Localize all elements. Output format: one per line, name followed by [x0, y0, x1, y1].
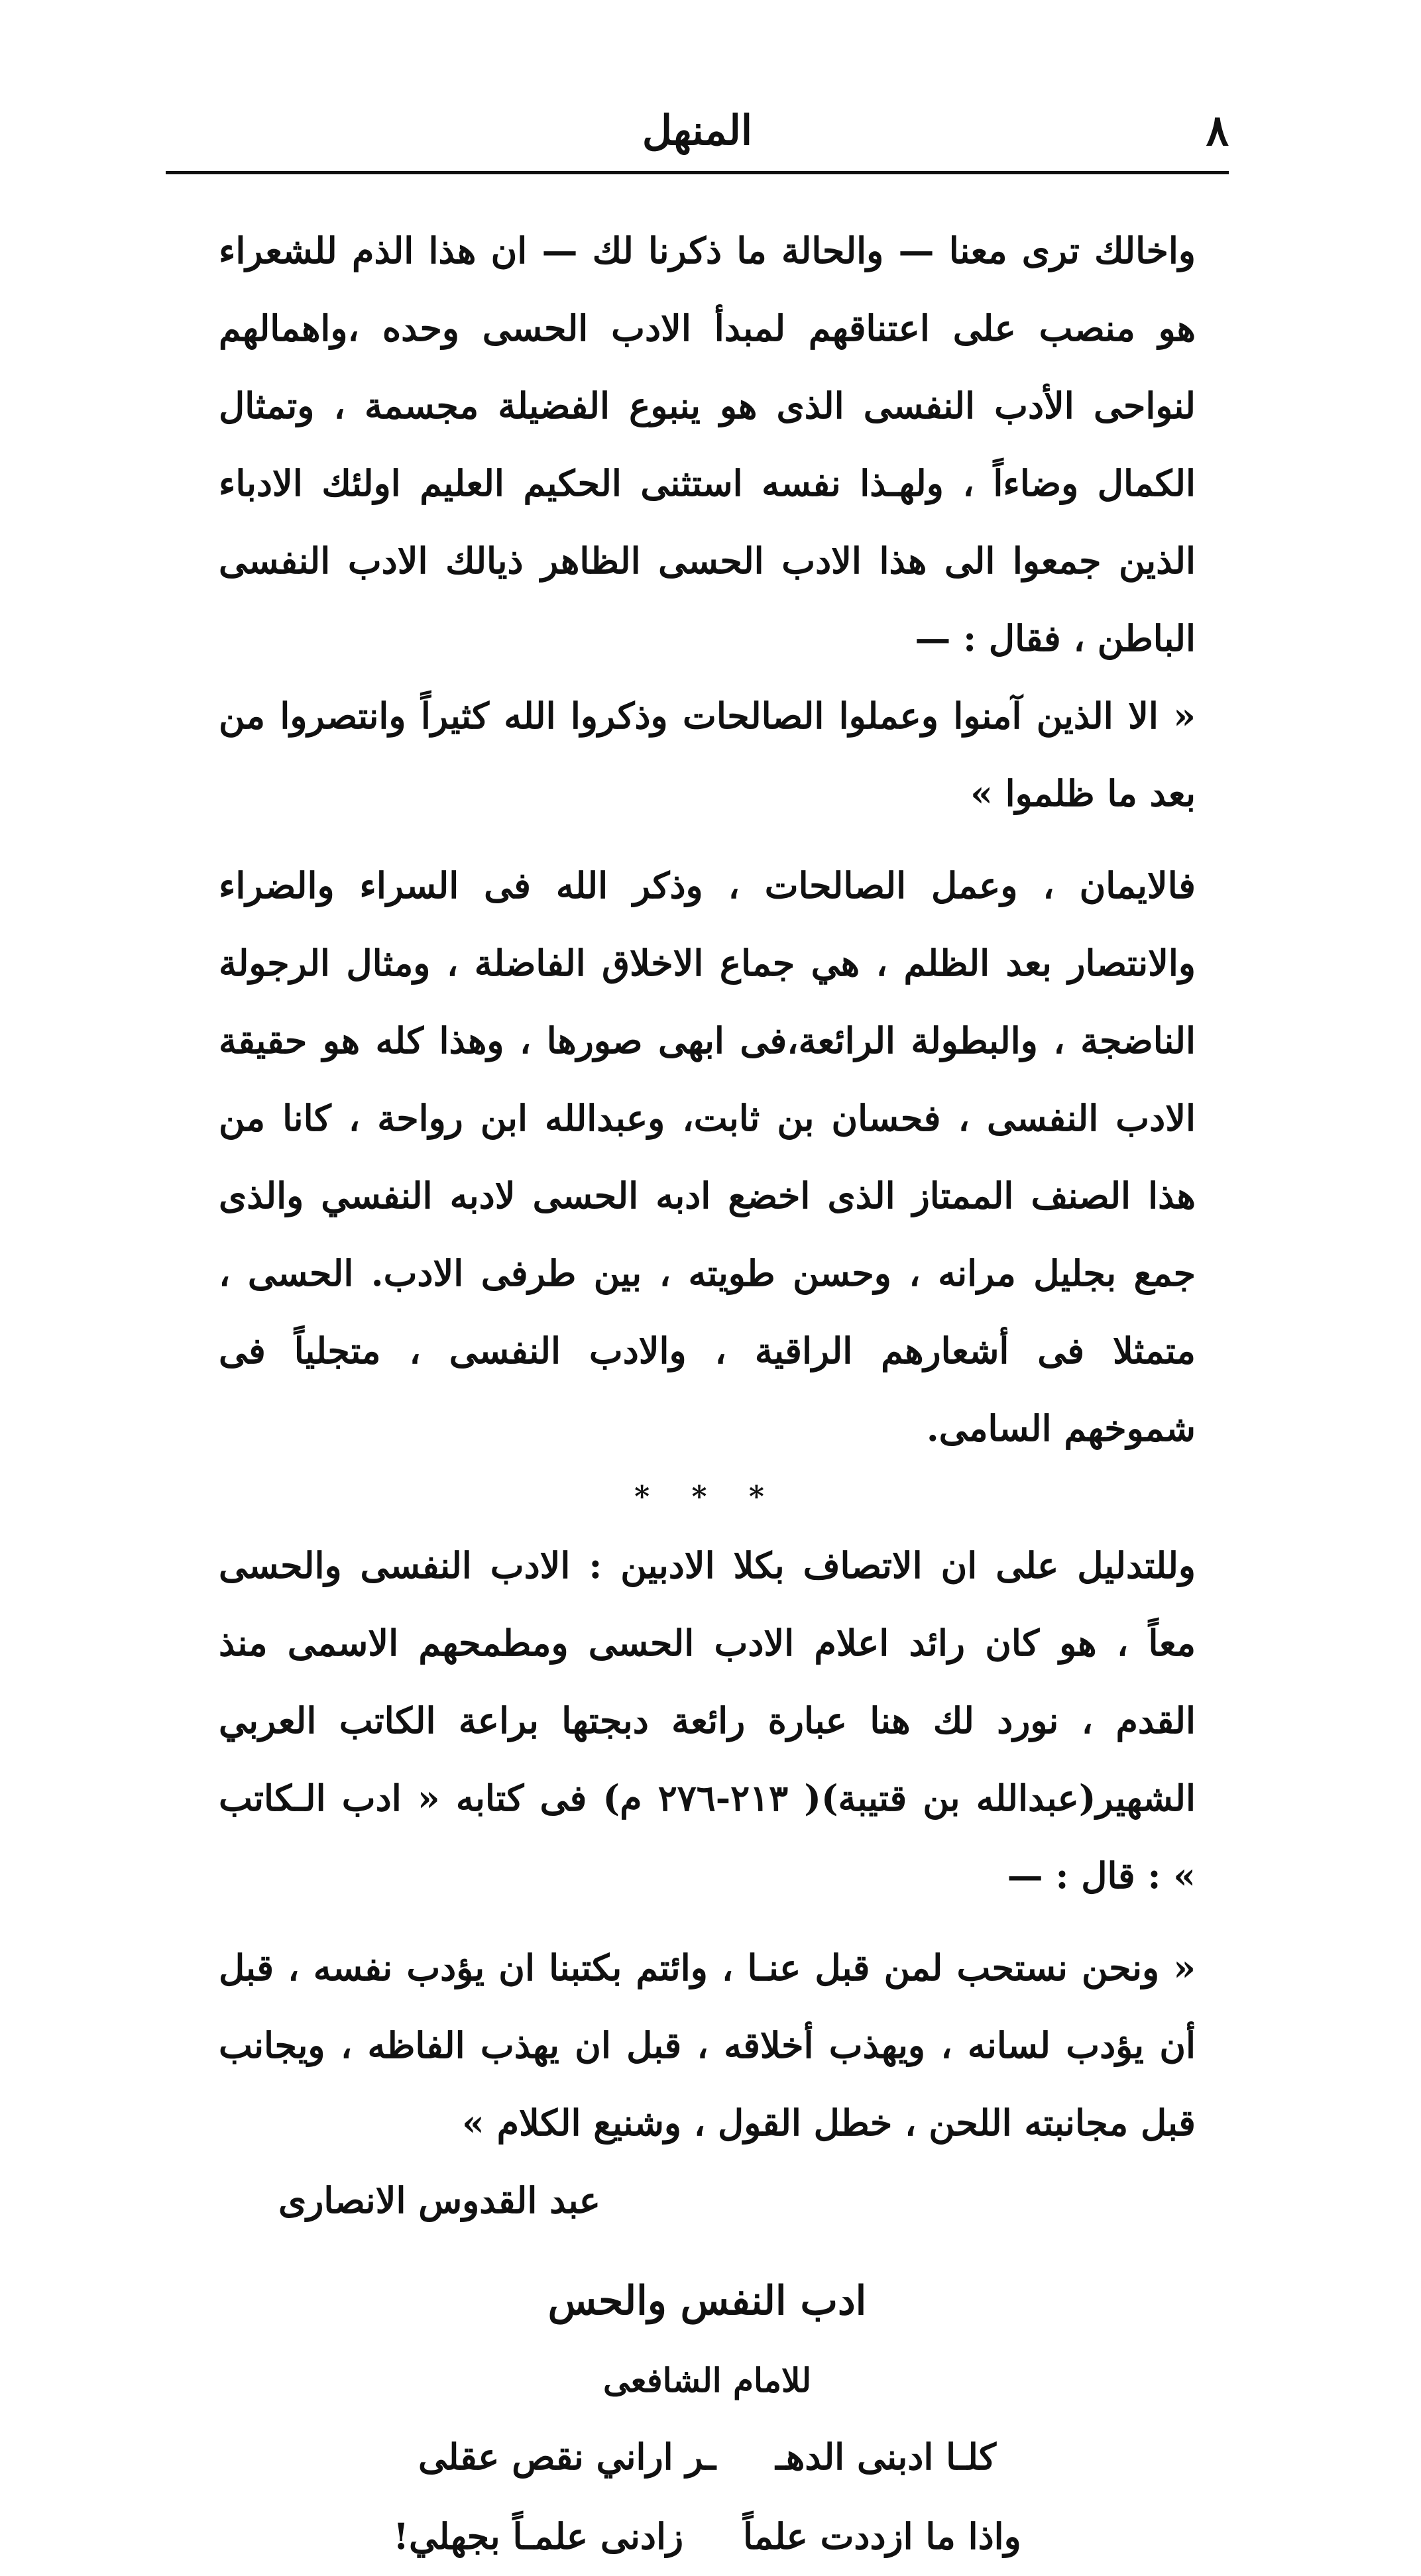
poem-verse-1: [219, 2417, 1196, 2496]
verse-1-first-hemistich: كلـا ادبنى الدهـ: [775, 2436, 997, 2478]
verse-2-first-hemistich: واذا ما ازددت علماً: [743, 2515, 1021, 2557]
paragraph-2: فالايمان ، وعمل الصالحات ، وذكر الله فى السراء والضراء والانتصار بعد الظلم ، هي جماع الاخلاق الفاضلة ، ومثال الرجولة الناضجة ، والبطولة الرائعة،فى ابهى صورها ، وهذا كله هو حقيقة الادب النفسى ، فحسان بن ثابت، وعبدالله ابن رواحة ، كانا من هذا الصنف الممتاز الذى اخضع ادبه الحسى لادبه النفسي والذى جمع بجليل مرانه ، وحسن طويته ، بين طرفى الادب. الحسى ، متمثلا فى أشعارهم الراقية ، والادب النفسى ، متجلياً فى شموخهم السامى.: [219, 864, 1196, 1449]
verse-1-second-hemistich: ـر اراني نقص عقلى: [418, 2436, 716, 2478]
poem-attribution: للامام الشافعى: [602, 2361, 812, 2400]
paragraph-1: واخالك ترى معنا — والحالة ما ذكرنا لك — ان هذا الذم للشعراء هو منصب على اعتناقهم لمبدأ الادب الحسى وحده ،واهمالهم لنواحى الأدب النفسى الذى هو ينبوع الفضيلة مجسمة ، وتمثال الكمال وضاءاً ، ولهـذا نفسه استثنى الحكيم العليم اولئك الادباء الذين جمعوا الى هذا الادب الحسى الظاهر ذيالك الادب النفسى الباطن ، فقال : —: [219, 229, 1196, 659]
section-divider: * * *: [634, 1480, 780, 1514]
page-number: ٨: [1206, 106, 1229, 156]
spacer: [219, 832, 1196, 847]
author-name: عبد القدوس الانصارى: [278, 2179, 601, 2221]
page-header: [166, 99, 1229, 166]
poem-section: [219, 2258, 1196, 2576]
journal-title: المنهل: [642, 106, 753, 154]
poem-title: ادب النفس والحس: [547, 2278, 867, 2324]
paragraph-3: وللتدليل على ان الاتصاف بكلا الادبين : الادب النفسى والحسى معاً ، هو كان رائد اعلام الادب الحسى ومطمحهم الاسمى منذ القدم ، نورد لك هنا عبارة رائعة دبجتها براعة الكاتب العربي الشهير(عبدالله بن قتيبة)( ٢١٣-٢٧٦ م) فى كتابه « ادب الـكاتب » : قال : —: [219, 1544, 1196, 1897]
ibn-qutaiba-quote: « ونحن نستحب لمن قبل عنـا ، وائتم بكتبنا ان يؤدب نفسه ، قبل أن يؤدب لسانه ، ويهذب أخلاقه ، قبل ان يهذب الفاظه ، ويجانب قبل مجانبته اللحن ، خطل القول ، وشنيع الكلام »: [219, 1946, 1196, 2144]
header-rule: [166, 171, 1229, 174]
poem-verse-2: [219, 2496, 1196, 2576]
spacer: [219, 1915, 1196, 1929]
quran-quote: « الا الذين آمنوا وعملوا الصالحات وذكروا الله كثيراً وانتصروا من بعد ما ظلموا »: [219, 695, 1196, 814]
author-line: [219, 2162, 1196, 2239]
article-body: [219, 212, 1196, 2576]
verse-2-second-hemistich: زادنى علمـاً بجهلي!: [393, 2515, 684, 2557]
